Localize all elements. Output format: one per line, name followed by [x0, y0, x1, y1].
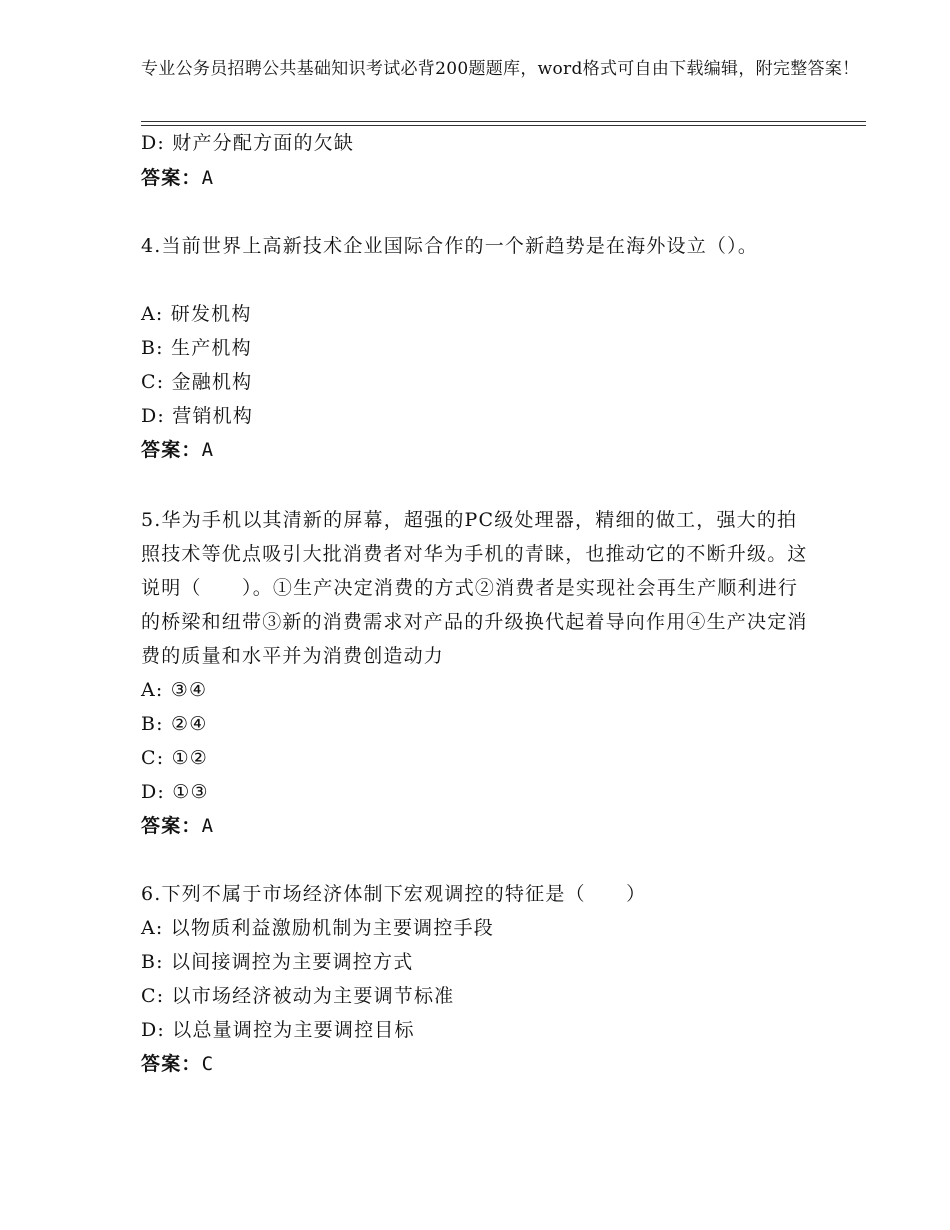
answer-value: C — [201, 1053, 215, 1075]
document-header: 专业公务员招聘公共基础知识考试必背200题题库，word格式可自由下载编辑，附完整答案！ — [141, 59, 860, 79]
answer-value: A — [201, 167, 215, 189]
q4-answer — [141, 433, 841, 467]
header-divider-top — [141, 121, 866, 122]
answer-value: A — [201, 439, 215, 461]
q5-option-c: C: ①② — [141, 747, 209, 769]
answer-label: 答案： — [141, 1053, 202, 1075]
q5-option-b: B: ②④ — [141, 713, 208, 735]
q6-answer — [141, 1047, 841, 1081]
answer-label: 答案： — [141, 815, 202, 837]
q5-stem: 5.华为手机以其清新的屏幕，超强的PC级处理器，精细的做工，强大的拍照技术等优点吸引大批消费者对华为手机的青睐，也推动它的不断升级。这说明（ ）。①生产决定消费的方式②消费者是实现社会再生产顺利进行的桥梁和纽带③新的消费需求对产品的升级换代起着导向作用④生产决定消费的质量和水平并为消费创造动力 — [141, 509, 808, 667]
answer-value: A — [201, 815, 215, 837]
answer-label: 答案： — [141, 439, 202, 461]
answer-label: 答案： — [141, 167, 202, 189]
q6-option-c: C: 以市场经济被动为主要调节标准 — [141, 985, 455, 1007]
q4-option-d: D: 营销机构 — [141, 405, 254, 427]
q4-option-c: C: 金融机构 — [141, 371, 253, 393]
q6-option-a: A: 以物质利益激励机制为主要调控手段 — [141, 917, 494, 939]
q5-answer — [141, 809, 841, 843]
q4-option-a: A: 研发机构 — [141, 303, 252, 325]
q6-option-d: D: 以总量调控为主要调控目标 — [141, 1019, 415, 1041]
q6-stem: 6.下列不属于市场经济体制下宏观调控的特征是（ ） — [141, 883, 647, 905]
q3-option-d: D: 财产分配方面的欠缺 — [141, 132, 355, 154]
q3-answer — [141, 161, 841, 195]
q5-option-a: A: ③④ — [141, 679, 208, 701]
q4-stem: 4.当前世界上高新技术企业国际合作的一个新趋势是在海外设立（）。 — [141, 235, 759, 257]
q4-option-b: B: 生产机构 — [141, 337, 252, 359]
q6-option-b: B: 以间接调控为主要调控方式 — [141, 951, 414, 973]
q5-option-d: D: ①③ — [141, 781, 209, 803]
